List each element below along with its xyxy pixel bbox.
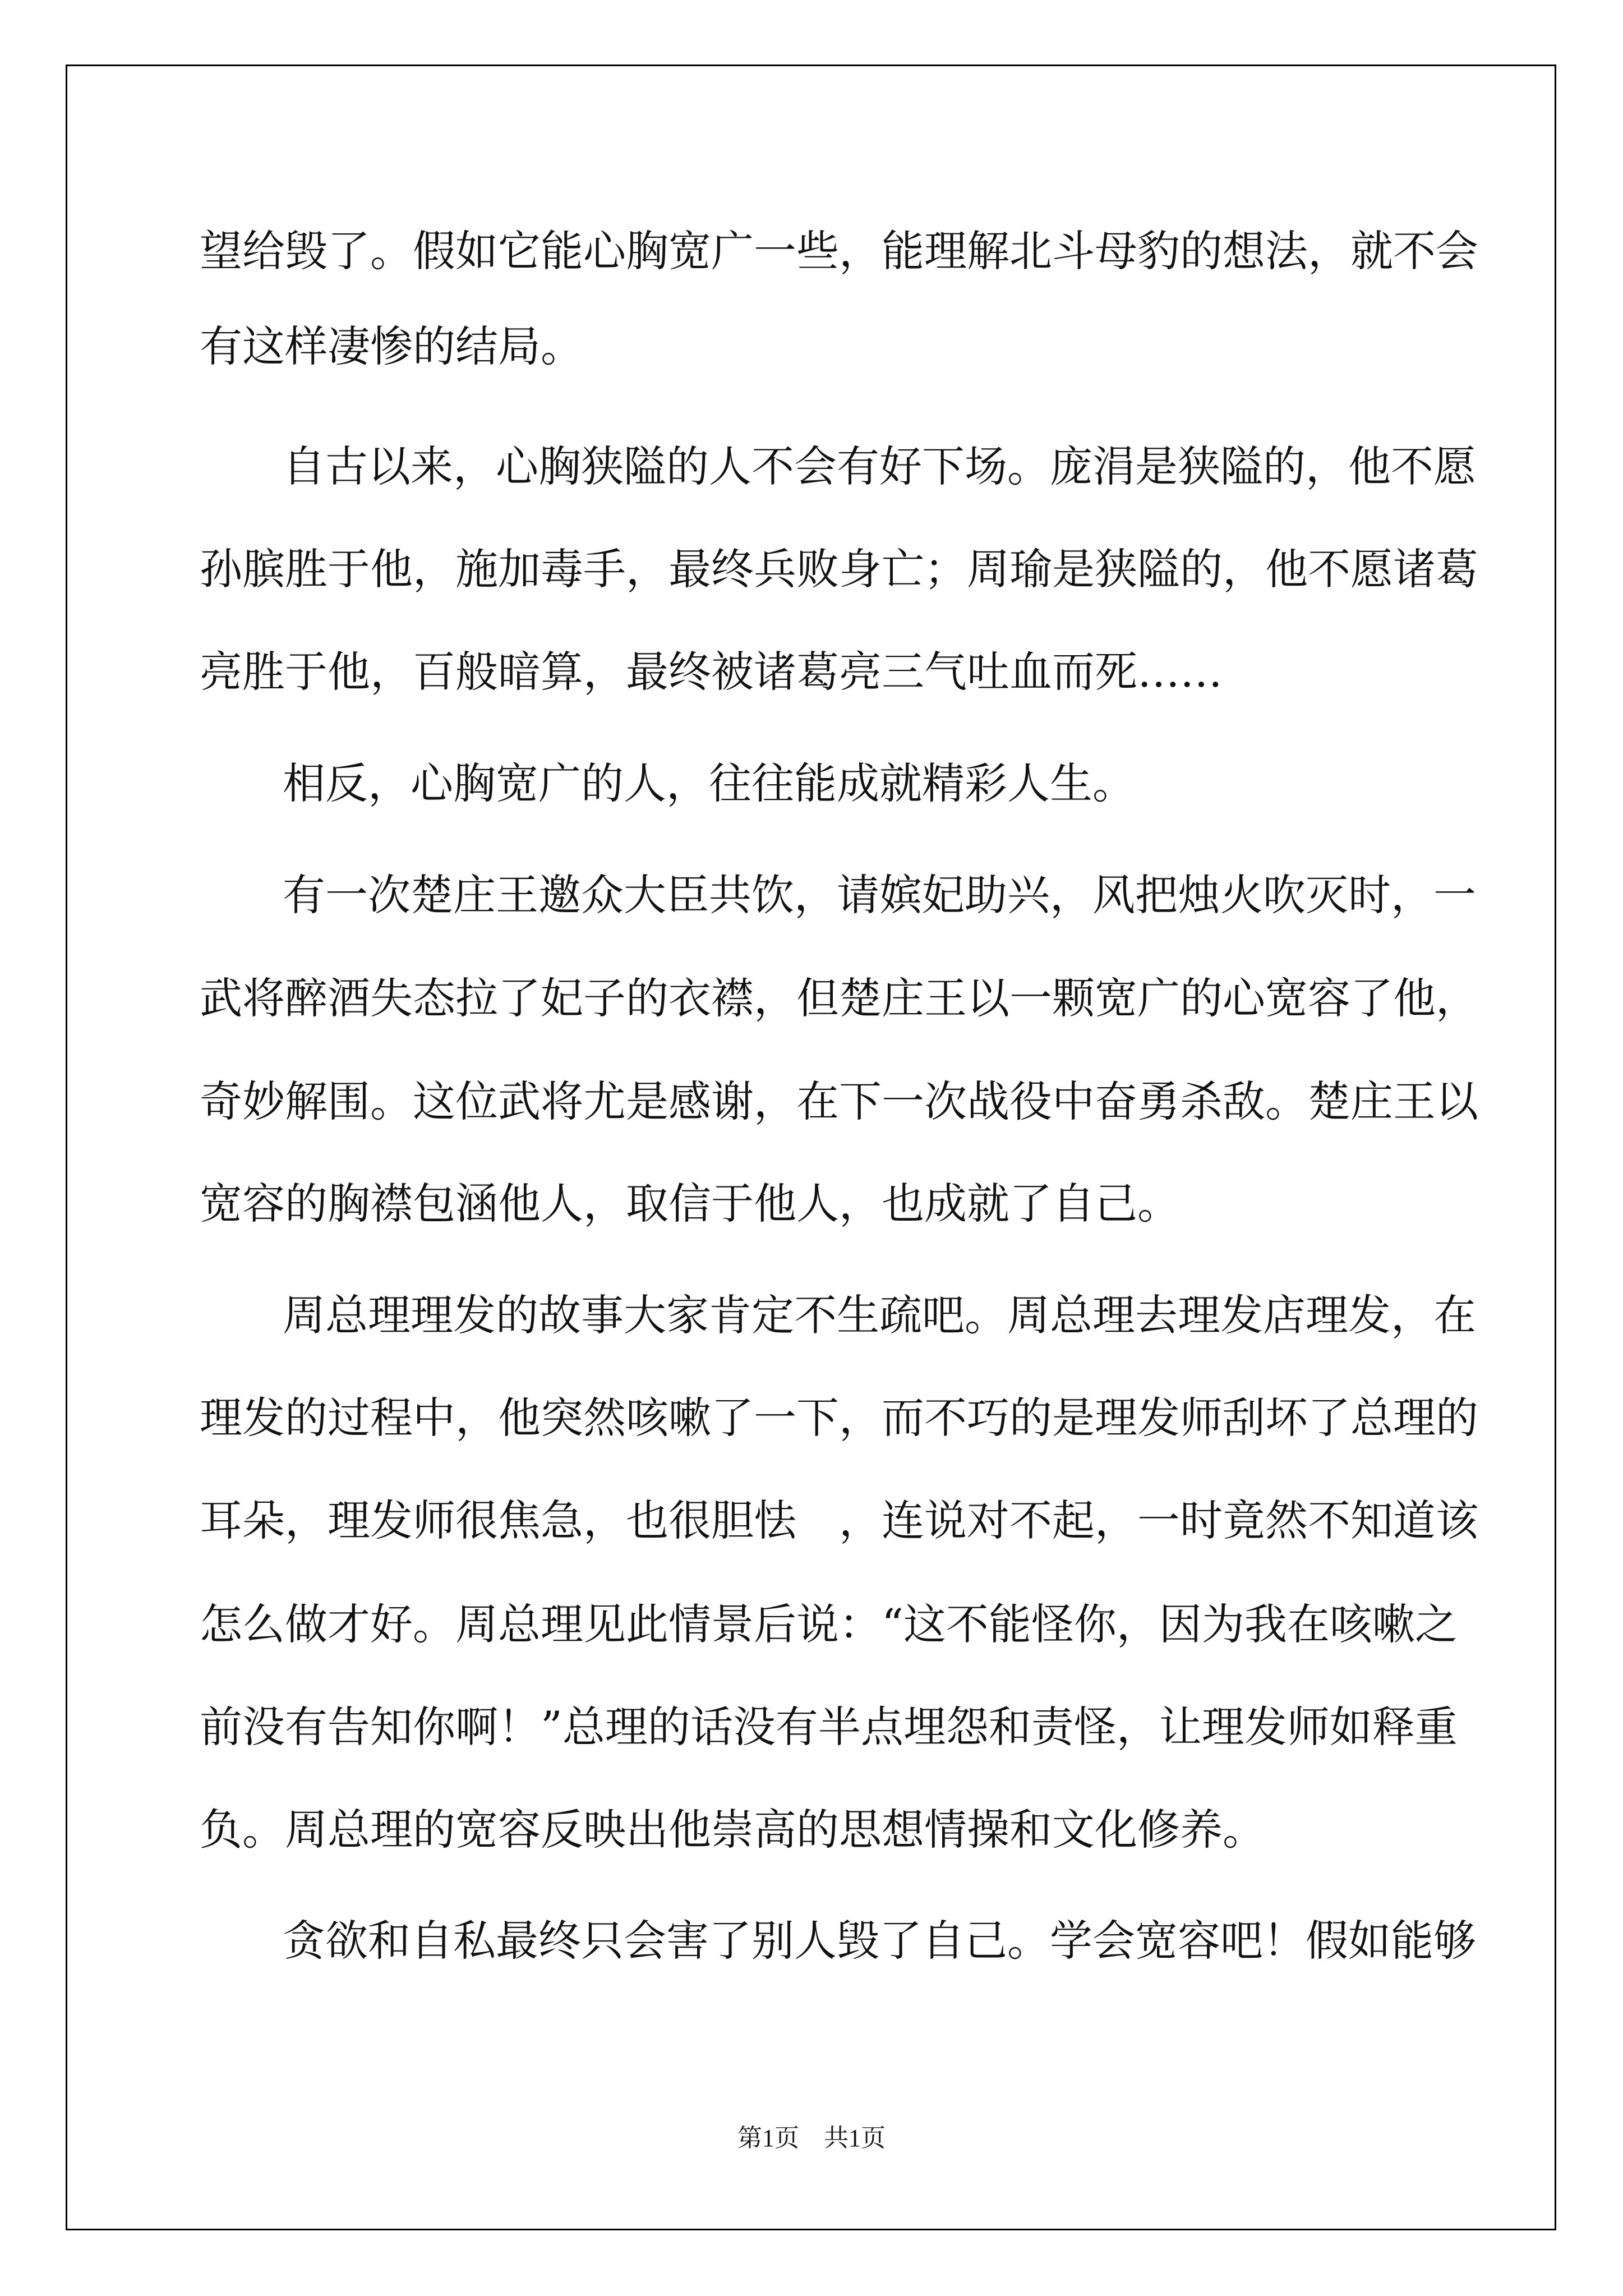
page-number-footer: 第1页 共1页 (737, 2124, 886, 2152)
body-line-12: 理发的过程中，他突然咳嗽了一下，而不巧的是理发师刮坏了总理的 (200, 1393, 1478, 1443)
paragraph-start-line-6: 相反，心胸宽广的人，往往能成就精彩人生。 (283, 758, 1135, 808)
body-line-10: 宽容的胸襟包涵他人，取信于他人，也成就了自己。 (200, 1179, 1180, 1228)
body-line-2: 有这样凄惨的结局。 (200, 321, 583, 371)
body-line-14: 怎么做才好。周总理见此情景后说：“这不能怪你，因为我在咳嗽之 (200, 1599, 1458, 1649)
body-line-5: 亮胜于他，百般暗算，最终被诸葛亮三气吐血而死…… (200, 647, 1223, 697)
body-line-13: 耳朵，理发师很焦急，也很胆怯 ，连说对不起，一时竟然不知道该 (200, 1496, 1478, 1545)
paragraph-start-line-3: 自古以来，心胸狭隘的人不会有好下场。庞涓是狭隘的，他不愿 (283, 441, 1476, 491)
paragraph-start-line-11: 周总理理发的故事大家肯定不生疏吧。周总理去理发店理发，在 (283, 1290, 1476, 1340)
body-line-9: 奇妙解围。这位武将尤是感谢，在下一次战役中奋勇杀敌。楚庄王以 (200, 1076, 1478, 1126)
paragraph-start-line-7: 有一次楚庄王邀众大臣共饮，请嫔妃助兴，风把烛火吹灭时，一 (283, 870, 1476, 920)
body-line-15: 前没有告知你啊！”总理的话没有半点埋怨和责怪，让理发师如释重 (200, 1702, 1458, 1752)
body-line-8: 武将醉酒失态拉了妃子的衣襟，但楚庄王以一颗宽广的心宽容了他， (200, 973, 1478, 1023)
paragraph-start-line-17: 贪欲和自私最终只会害了别人毁了自己。学会宽容吧！假如能够 (283, 1916, 1476, 1966)
body-line-4: 孙膑胜于他，施加毒手，最终兵败身亡；周瑜是狭隘的，他不愿诸葛 (200, 544, 1478, 594)
body-line-16: 负。周总理的宽容反映出他崇高的思想情操和文化修养。 (200, 1805, 1265, 1855)
page-border (66, 65, 1556, 2230)
body-line-1: 望给毁了。假如它能心胸宽广一些，能理解北斗母豹的想法，就不会 (200, 226, 1478, 276)
